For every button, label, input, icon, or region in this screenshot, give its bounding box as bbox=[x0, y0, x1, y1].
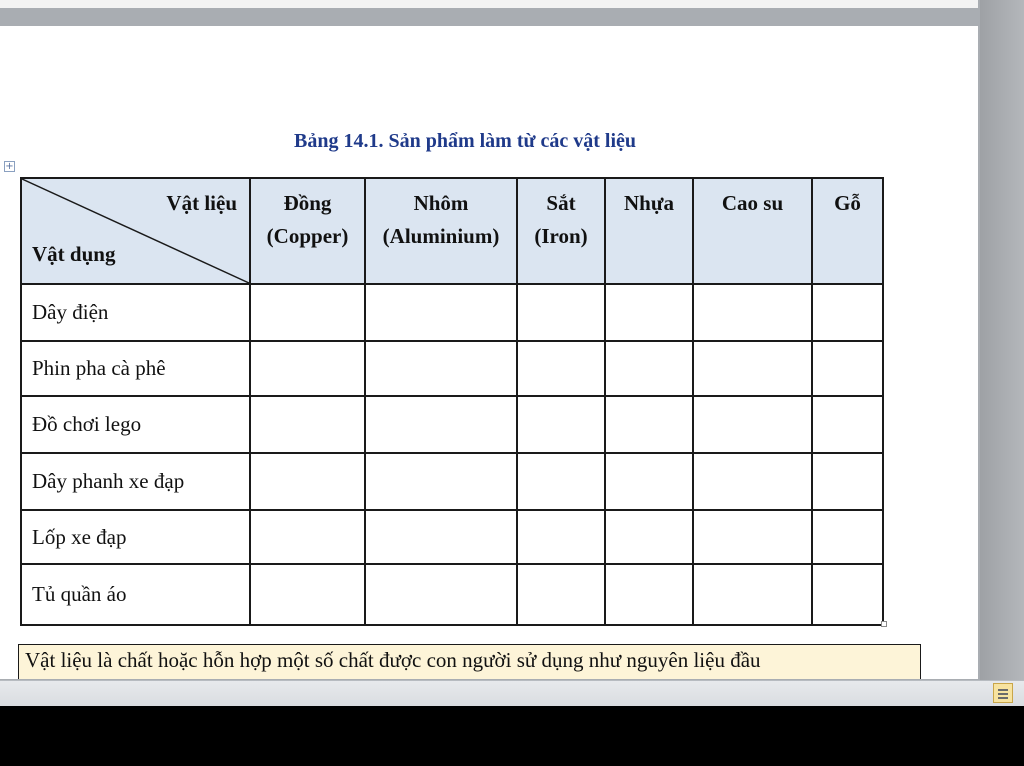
table-cell[interactable] bbox=[250, 396, 365, 453]
table-cell[interactable] bbox=[517, 284, 605, 341]
column-header-wood bbox=[812, 178, 883, 284]
table-cell[interactable] bbox=[365, 284, 517, 341]
column-header-english: (Aluminium) bbox=[382, 224, 500, 248]
letterbox-bar bbox=[0, 706, 1024, 766]
table-row bbox=[21, 510, 883, 564]
table-cell[interactable] bbox=[605, 510, 693, 564]
table-row bbox=[21, 453, 883, 510]
table-cell[interactable] bbox=[693, 341, 812, 396]
column-header-name: Cao su bbox=[721, 191, 784, 215]
table-cell[interactable] bbox=[605, 396, 693, 453]
table-cell[interactable] bbox=[605, 564, 693, 625]
column-header-name: Đồng bbox=[283, 191, 332, 215]
definition-text-box[interactable] bbox=[18, 644, 921, 679]
table-cell[interactable] bbox=[250, 284, 365, 341]
row-label: Đồ chơi lego bbox=[21, 396, 250, 453]
table-cell[interactable] bbox=[365, 341, 517, 396]
materials-table bbox=[20, 177, 884, 626]
table-row bbox=[21, 341, 883, 396]
column-header-rubber bbox=[693, 178, 812, 284]
diagonal-header-cell bbox=[21, 178, 250, 284]
right-workspace-strip bbox=[980, 0, 1024, 680]
column-header-name: Gỗ bbox=[834, 191, 861, 215]
row-label: Lốp xe đạp bbox=[21, 510, 250, 564]
table-cell[interactable] bbox=[365, 510, 517, 564]
table-header-row bbox=[21, 178, 883, 284]
column-header-english: (Copper) bbox=[266, 224, 349, 248]
table-resize-handle[interactable] bbox=[881, 621, 887, 627]
previous-page-edge bbox=[0, 0, 978, 8]
column-header-copper bbox=[250, 178, 365, 284]
table-cell[interactable] bbox=[365, 396, 517, 453]
table-cell[interactable] bbox=[605, 453, 693, 510]
table-cell[interactable] bbox=[693, 510, 812, 564]
table-row bbox=[21, 396, 883, 453]
table-cell[interactable] bbox=[812, 510, 883, 564]
status-bar bbox=[0, 680, 1024, 707]
table-caption: Bảng 14.1. Sản phẩm làm từ các vật liệu bbox=[293, 130, 637, 152]
table-cell[interactable] bbox=[693, 564, 812, 625]
table-cell[interactable] bbox=[517, 564, 605, 625]
table-cell[interactable] bbox=[250, 453, 365, 510]
table-cell[interactable] bbox=[250, 564, 365, 625]
table-cell[interactable] bbox=[812, 341, 883, 396]
column-header-iron bbox=[517, 178, 605, 284]
header-materials-label: Vật liệu bbox=[166, 191, 237, 215]
header-items-label: Vật dụng bbox=[32, 242, 116, 266]
table-cell[interactable] bbox=[517, 396, 605, 453]
table-cell[interactable] bbox=[517, 341, 605, 396]
row-label: Dây phanh xe đạp bbox=[21, 453, 250, 510]
row-label: Phin pha cà phê bbox=[21, 341, 250, 396]
table-cell[interactable] bbox=[365, 453, 517, 510]
row-label: Tủ quần áo bbox=[21, 564, 250, 625]
table-cell[interactable] bbox=[365, 564, 517, 625]
table-cell[interactable] bbox=[517, 453, 605, 510]
row-label: Dây điện bbox=[21, 284, 250, 341]
column-header-name: Nhựa bbox=[624, 191, 674, 215]
column-header-name: Sắt bbox=[546, 191, 576, 215]
table-cell[interactable] bbox=[693, 396, 812, 453]
column-header-plastic bbox=[605, 178, 693, 284]
document-page[interactable] bbox=[0, 26, 978, 679]
column-header-aluminium bbox=[365, 178, 517, 284]
move-cross-icon[interactable]: + bbox=[5, 161, 14, 172]
table-cell[interactable] bbox=[605, 341, 693, 396]
table-cell[interactable] bbox=[250, 341, 365, 396]
definition-text: Vật liệu là chất hoặc hỗn hợp một số chất được con người sử dụng như nguyên liệu đầu bbox=[25, 648, 761, 672]
table-row bbox=[21, 284, 883, 341]
table-cell[interactable] bbox=[250, 510, 365, 564]
table-cell[interactable] bbox=[517, 510, 605, 564]
table-cell[interactable] bbox=[693, 453, 812, 510]
table-cell[interactable] bbox=[812, 396, 883, 453]
column-header-name: Nhôm bbox=[413, 191, 469, 215]
table-cell[interactable] bbox=[812, 564, 883, 625]
table-row bbox=[21, 564, 883, 625]
table-cell[interactable] bbox=[812, 284, 883, 341]
print-layout-icon[interactable] bbox=[993, 683, 1013, 703]
table-cell[interactable] bbox=[605, 284, 693, 341]
column-header-english: (Iron) bbox=[534, 224, 588, 248]
table-cell[interactable] bbox=[693, 284, 812, 341]
table-cell[interactable] bbox=[812, 453, 883, 510]
